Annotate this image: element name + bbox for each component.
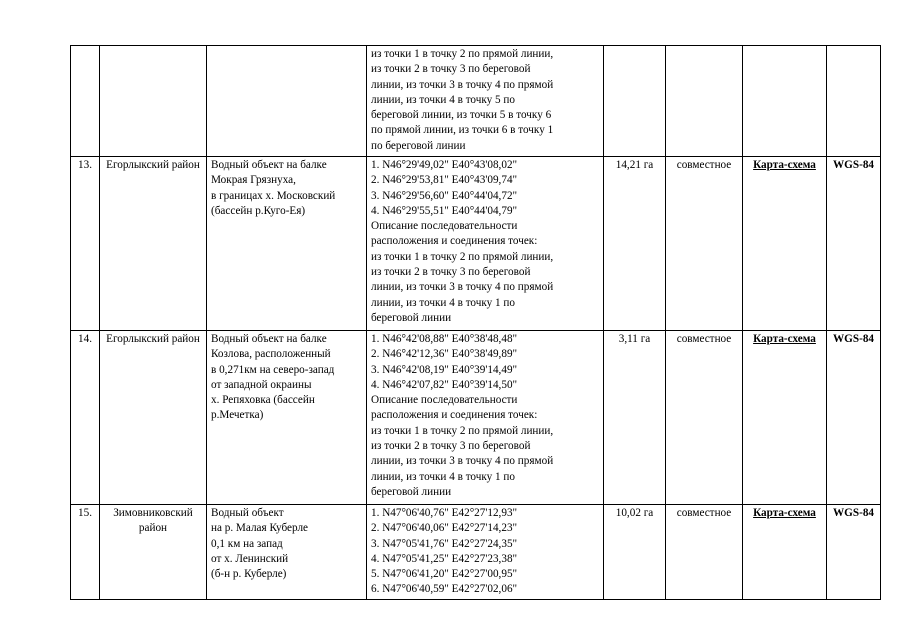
district-cell <box>100 46 207 157</box>
object-line: Водный объект на балке <box>211 159 327 171</box>
coords-line: из точки 2 в точку 3 по береговой <box>371 266 531 279</box>
crs-label: WGS-84 <box>832 333 875 345</box>
object-line: от х. Ленинский <box>211 552 289 565</box>
coords-line: 2. N46°29'53,81" E40°43'09,74" <box>371 174 518 187</box>
crs-cell <box>827 331 881 505</box>
area-cell: 3,11 га <box>604 331 666 505</box>
map-scheme-link[interactable]: Карта-схема <box>753 333 816 345</box>
district-cell: Егорлыкский район <box>100 157 207 331</box>
coords-line: расположения и соединения точек: <box>371 409 538 422</box>
coords-line: из точки 2 в точку 3 по береговой <box>371 440 531 453</box>
usage-type-cell: совместное <box>666 157 743 331</box>
usage-type-cell: совместное <box>666 505 743 600</box>
coords-line: 3. N46°42'08,19" E40°39'14,49" <box>371 363 518 376</box>
district-cell: Зимовниковский район <box>100 505 207 600</box>
crs-label: WGS-84 <box>832 507 875 519</box>
coords-line: 1. N47°06'40,76" E42°27'12,93" <box>371 507 518 519</box>
object-line: (бассейн р.Куго-Ея) <box>211 204 306 217</box>
coords-line: 1. N46°29'49,02" E40°43'08,02" <box>371 159 518 171</box>
object-line: Водный объект на балке <box>211 333 327 345</box>
coords-line: береговой линии <box>371 485 452 498</box>
coords-line: 5. N47°06'41,20" E42°27'00,95" <box>371 568 518 581</box>
area-cell: 10,02 га <box>604 505 666 600</box>
coords-line: линии, из точки 3 в точку 4 по прямой <box>371 281 554 294</box>
row-number: 14. <box>71 331 100 505</box>
object-line: х. Репяховка (бассейн <box>211 394 315 407</box>
table-row <box>71 331 881 505</box>
coords-line: 2. N46°42'12,36" E40°38'49,89" <box>371 348 518 361</box>
coords-line: 6. N47°06'40,59" E42°27'02,06" <box>371 583 518 596</box>
row-number: 13. <box>71 157 100 331</box>
table-row <box>71 46 881 157</box>
coords-line: по прямой линии, из точки 6 в точку 1 <box>371 124 554 137</box>
object-line: Козлова, расположенный <box>211 348 331 361</box>
crs-label: WGS-84 <box>832 159 875 171</box>
object-line: от западной окраины <box>211 378 312 391</box>
object-line: (б-н р. Куберле) <box>211 568 287 581</box>
usage-type-cell: совместное <box>666 331 743 505</box>
coords-line: линии, из точки 4 в точку 1 по <box>371 470 515 483</box>
object-description-cell <box>207 331 367 505</box>
coordinates-cell <box>367 331 604 505</box>
object-line: р.Мечетка) <box>211 409 264 422</box>
coords-line: линии, из точки 4 в точку 1 по <box>371 296 515 309</box>
coords-line: по береговой линии <box>371 139 466 152</box>
object-description-cell <box>207 505 367 600</box>
table-row <box>71 505 881 600</box>
coords-line: из точки 1 в точку 2 по прямой линии, <box>371 424 554 437</box>
object-line: на р. Малая Куберле <box>211 522 309 535</box>
object-description-cell <box>207 46 367 157</box>
map-link-cell <box>743 157 827 331</box>
coords-line: из точки 1 в точку 2 по прямой линии, <box>371 250 554 263</box>
object-line: в границах х. Московский <box>211 189 336 202</box>
crs-cell <box>827 46 881 157</box>
map-scheme-link[interactable]: Карта-схема <box>753 507 816 519</box>
crs-cell <box>827 157 881 331</box>
coords-line: 4. N46°42'07,82" E40°39'14,50" <box>371 378 518 391</box>
coords-line: линии, из точки 3 в точку 4 по прямой <box>371 455 554 468</box>
coords-line: Описание последовательности <box>371 394 518 407</box>
coords-line: 4. N47°05'41,25" E42°27'23,38" <box>371 552 518 565</box>
object-line: Мокрая Грязнуха, <box>211 174 296 187</box>
coords-line: Описание последовательности <box>371 220 518 233</box>
map-link-cell <box>743 331 827 505</box>
water-objects-table <box>70 45 881 600</box>
coords-line: из точки 2 в точку 3 по береговой <box>371 63 531 76</box>
district-cell: Егорлыкский район <box>100 331 207 505</box>
map-scheme-link[interactable]: Карта-схема <box>753 159 816 171</box>
area-cell: 14,21 га <box>604 157 666 331</box>
coords-line: линии, из точки 3 в точку 4 по прямой <box>371 78 554 91</box>
coordinates-cell <box>367 157 604 331</box>
crs-cell <box>827 505 881 600</box>
coordinates-cell <box>367 46 604 157</box>
map-link-cell <box>743 505 827 600</box>
object-description-cell <box>207 157 367 331</box>
coords-line: из точки 1 в точку 2 по прямой линии, <box>371 48 554 60</box>
coords-line: береговой линии, из точки 5 в точку 6 <box>371 109 552 122</box>
area-cell <box>604 46 666 157</box>
object-line: 0,1 км на запад <box>211 537 283 550</box>
coords-line: 1. N46°42'08,88" E40°38'48,48" <box>371 333 518 345</box>
table-row <box>71 157 881 331</box>
coords-line: 3. N46°29'56,60" E40°44'04,72" <box>371 189 518 202</box>
usage-type-cell <box>666 46 743 157</box>
coords-line: расположения и соединения точек: <box>371 235 538 248</box>
row-number: 15. <box>71 505 100 600</box>
object-line: Водный объект <box>211 507 284 519</box>
coordinates-cell <box>367 505 604 600</box>
coords-line: 2. N47°06'40,06" E42°27'14,23" <box>371 522 518 535</box>
coords-line: 4. N46°29'55,51" E40°44'04,79" <box>371 204 518 217</box>
object-line: в 0,271км на северо-запад <box>211 363 335 376</box>
map-link-cell <box>743 46 827 157</box>
row-number <box>71 46 100 157</box>
coords-line: линии, из точки 4 в точку 5 по <box>371 93 515 106</box>
coords-line: 3. N47°05'41,76" E42°27'24,35" <box>371 537 518 550</box>
coords-line: береговой линии <box>371 311 452 324</box>
